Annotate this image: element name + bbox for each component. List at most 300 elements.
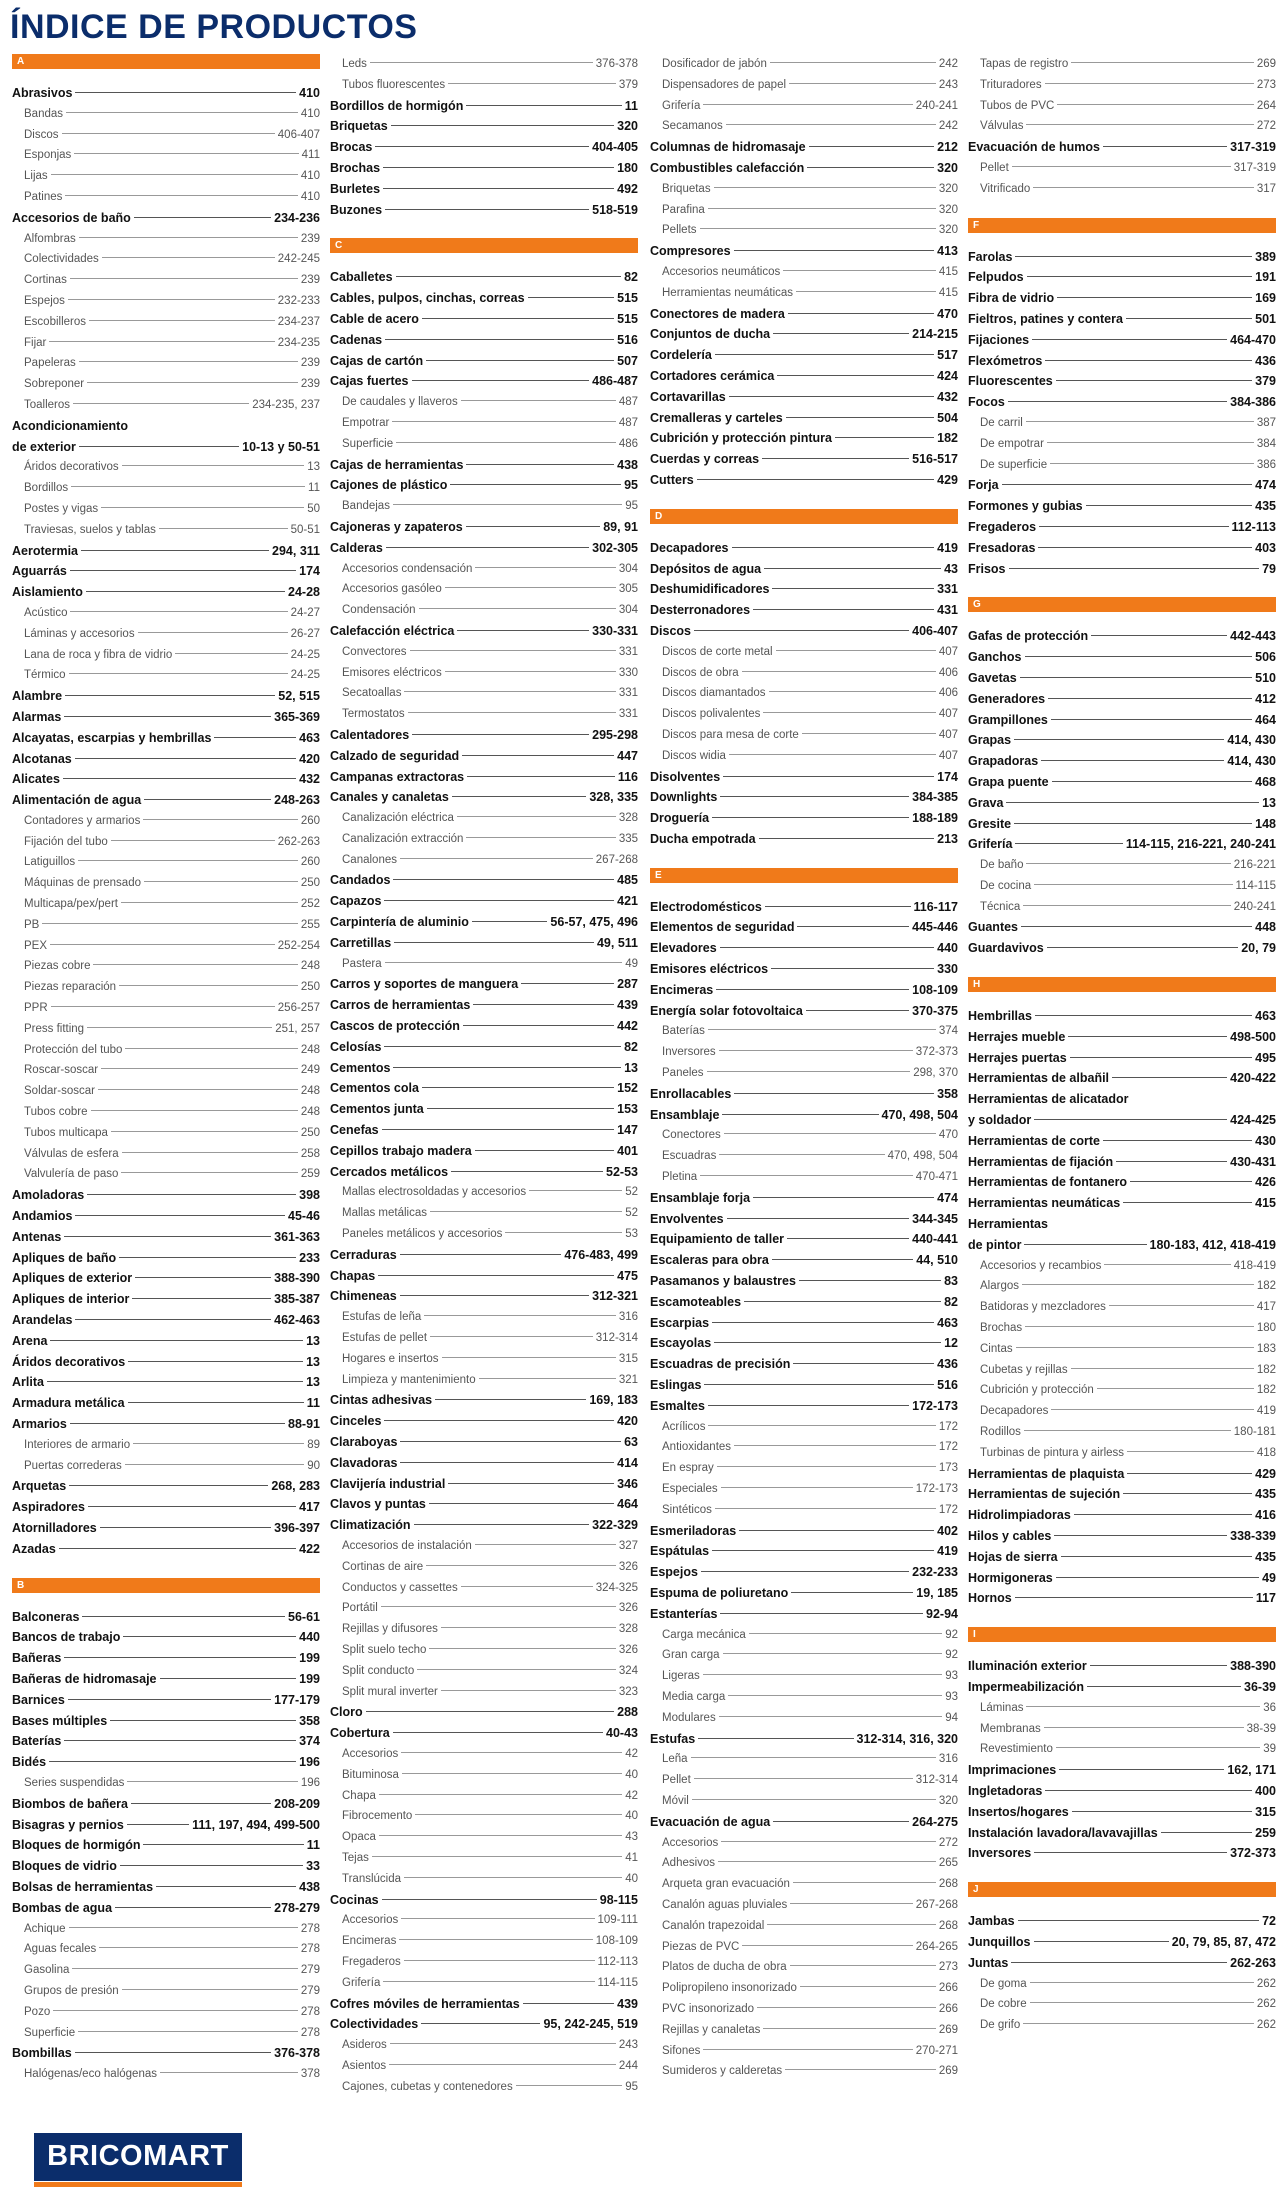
entry-label: Armarios <box>12 1417 67 1431</box>
leader-line <box>1126 318 1252 319</box>
index-entry <box>12 1185 320 1206</box>
index-entry <box>968 1760 1276 1781</box>
letter-header: F <box>968 218 1276 233</box>
leader-line <box>400 1462 614 1463</box>
entry-label: Calzado de seguridad <box>330 748 460 763</box>
leader-line <box>442 1357 616 1358</box>
page-reference: 326 <box>618 1560 638 1573</box>
letter-header: H <box>968 977 1276 992</box>
index-subentry <box>650 746 958 767</box>
page-reference: 374 <box>299 1734 320 1749</box>
entry-label: Generadores <box>968 691 1046 706</box>
entry-label: Térmico <box>24 669 66 682</box>
entry-label: Gran carga <box>662 1649 720 1662</box>
index-subentry <box>968 1974 1276 1995</box>
page-reference: 242 <box>938 120 958 133</box>
entry-label: Herramientas de corte <box>968 1133 1101 1148</box>
index-subentry <box>12 353 320 374</box>
leader-line <box>415 1814 622 1815</box>
page-reference: 379 <box>618 78 638 91</box>
entry-label: Farolas <box>968 249 1013 264</box>
leader-line <box>703 1674 942 1675</box>
entry-label: Herramientas de fijación <box>968 1154 1114 1169</box>
leader-line <box>86 591 285 592</box>
leader-line <box>392 421 616 422</box>
entry-label: Accesorios de instalación <box>342 1539 472 1552</box>
page-reference: 234-237 <box>277 315 320 328</box>
leader-line <box>1034 1941 1169 1942</box>
leader-line <box>119 1257 296 1258</box>
leader-line <box>1045 1790 1252 1791</box>
leader-line <box>742 1945 912 1946</box>
page-reference: 174 <box>299 564 320 579</box>
index-subentry <box>330 1661 638 1682</box>
entry-label: Grapadoras <box>968 754 1039 769</box>
page-reference: 321 <box>618 1373 638 1386</box>
index-subentry <box>330 1619 638 1640</box>
leader-line <box>1016 1347 1254 1348</box>
page-reference: 470 <box>937 306 958 321</box>
entry-label: Escuadras de precisión <box>650 1357 791 1372</box>
leader-line <box>1074 1514 1252 1515</box>
leader-line <box>1123 1493 1252 1494</box>
page-reference: 114-115 <box>1235 879 1276 892</box>
leader-line <box>49 1761 296 1762</box>
entry-label: Gafas de protección <box>968 629 1089 644</box>
page-reference: 464 <box>617 1497 638 1512</box>
index-entry <box>650 1105 958 1126</box>
index-entry <box>12 749 320 770</box>
page-reference: 438 <box>617 457 638 472</box>
page-reference: 82 <box>624 270 638 285</box>
index-subentry <box>968 1443 1276 1464</box>
entry-label: Cortinas de aire <box>342 1560 424 1573</box>
leader-line <box>404 1877 622 1878</box>
entry-label: Alicates <box>12 772 60 787</box>
page-reference: 95 <box>624 478 638 493</box>
leader-line <box>69 1485 268 1486</box>
page-reference: 424 <box>937 368 958 383</box>
entry-label: Láminas <box>980 1701 1024 1714</box>
page-reference: 431 <box>937 603 958 618</box>
entry-label: Cocinas <box>330 1892 379 1907</box>
page-reference: 214-215 <box>912 327 958 342</box>
leader-line <box>100 1527 271 1528</box>
index-entry <box>12 1248 320 1269</box>
leader-line <box>389 2064 616 2065</box>
entry-label: Brochas <box>980 1322 1023 1335</box>
index-entry <box>12 728 320 749</box>
index-subentry <box>330 2077 638 2098</box>
index-entry <box>12 1794 320 1815</box>
leader-line <box>708 1405 909 1406</box>
leader-line <box>787 1238 909 1239</box>
leader-line <box>1052 781 1253 782</box>
page-reference: 370-375 <box>912 1003 958 1018</box>
entry-label: Forja <box>968 478 999 493</box>
index-entry <box>968 1547 1276 1568</box>
index-entry <box>12 1206 320 1227</box>
leader-line <box>93 964 297 965</box>
index-subentry <box>650 96 958 117</box>
page-reference: 24-25 <box>290 669 320 682</box>
index-entry <box>968 1214 1276 1235</box>
entry-label: Cintas <box>980 1342 1013 1355</box>
index-entry <box>968 917 1276 938</box>
entry-label: Antioxidantes <box>662 1441 732 1454</box>
entry-label: Batidoras y mezcladores <box>980 1301 1106 1314</box>
entry-label: Tubos multicapa <box>24 1126 108 1139</box>
entry-label: Discos de corte metal <box>662 645 773 658</box>
entry-label: Rejillas y canaletas <box>662 2023 761 2036</box>
page-reference: 249 <box>300 1064 320 1077</box>
leader-line <box>703 2049 912 2050</box>
entry-label: Armadura metálica <box>12 1396 125 1411</box>
entry-label: Jambas <box>968 1914 1015 1929</box>
entry-label: Valvulería de paso <box>24 1168 119 1181</box>
index-entry <box>330 517 638 538</box>
page-reference: 470, 498, 504 <box>881 1107 958 1122</box>
leader-line <box>1059 1769 1224 1770</box>
page-reference: 407 <box>938 728 958 741</box>
index-entry <box>650 137 958 158</box>
index-subentry <box>330 1370 638 1391</box>
leader-line <box>1025 656 1253 657</box>
leader-line <box>156 1886 296 1887</box>
leader-line <box>430 1211 622 1212</box>
page-reference: 419 <box>937 1544 958 1559</box>
entry-label: Decapadores <box>650 540 729 555</box>
index-subentry <box>650 54 958 75</box>
leader-line <box>412 380 590 381</box>
entry-label: Toalleros <box>24 398 71 411</box>
index-subentry <box>330 642 638 663</box>
page-reference: 414 <box>617 1455 638 1470</box>
page-reference: 11 <box>306 1396 320 1411</box>
entry-label: Turbinas de pintura y airless <box>980 1446 1125 1459</box>
index-subentry <box>650 1437 958 1458</box>
index-entry <box>12 769 320 790</box>
leader-line <box>765 906 911 907</box>
index-section <box>968 597 1276 959</box>
leader-line <box>457 630 589 631</box>
index-subentry <box>650 1125 958 1146</box>
index-entry <box>650 1250 958 1271</box>
page-reference: 258 <box>300 1147 320 1160</box>
page-reference: 415 <box>938 286 958 299</box>
page-reference: 20, 79, 85, 87, 472 <box>1171 1934 1276 1949</box>
index-subentry <box>650 283 958 304</box>
entry-label: Protección del tubo <box>24 1043 123 1056</box>
page-reference: 330-331 <box>592 623 638 638</box>
leader-line <box>719 1154 884 1155</box>
page-reference: 406 <box>938 666 958 679</box>
page-reference: 506 <box>1255 650 1276 665</box>
page-reference: 234-236 <box>274 210 320 225</box>
entry-label: Clavos y puntas <box>330 1497 426 1512</box>
page-reference: 262 <box>1256 1998 1276 2011</box>
leader-line <box>64 1740 296 1741</box>
index-entry <box>330 96 638 117</box>
leader-line <box>523 2003 614 2004</box>
entry-label: Cenefas <box>330 1123 379 1138</box>
entry-label: Estufas <box>650 1731 696 1746</box>
leader-line <box>719 1050 913 1051</box>
entry-label: Cobertura <box>330 1726 390 1741</box>
leader-line <box>400 1295 589 1296</box>
entry-label: Discos <box>24 128 59 141</box>
entry-label: Briquetas <box>330 119 388 134</box>
entry-label: Calefacción eléctrica <box>330 623 455 638</box>
page-reference: 213 <box>937 831 958 846</box>
index-section <box>968 977 1276 1609</box>
index-entry <box>650 1812 958 1833</box>
page-reference: 11 <box>306 1838 320 1853</box>
page-reference: 89, 91 <box>603 519 638 534</box>
entry-label: Eslingas <box>650 1378 702 1393</box>
index-column-2 <box>330 54 638 2116</box>
index-subentry <box>650 1874 958 1895</box>
page-reference: 188-189 <box>912 811 958 826</box>
leader-line <box>790 1903 912 1904</box>
entry-label: y soldador <box>968 1113 1032 1128</box>
index-subentry <box>12 333 320 354</box>
entry-label: Cintas adhesivas <box>330 1393 433 1408</box>
entry-label: Herramientas de albañil <box>968 1071 1110 1086</box>
index-subentry <box>330 1744 638 1765</box>
leader-line <box>764 568 941 569</box>
leader-line <box>370 62 593 63</box>
leader-line <box>1161 1832 1252 1833</box>
leader-line <box>790 1965 936 1966</box>
entry-label: Rodillos <box>980 1426 1021 1439</box>
leader-line <box>382 1899 597 1900</box>
page-reference: 372-373 <box>1230 1846 1276 1861</box>
leader-line <box>791 1592 913 1593</box>
index-entry <box>12 1835 320 1856</box>
index-entry <box>12 1669 320 1690</box>
entry-label: Bordillos <box>24 482 69 495</box>
page-reference: 82 <box>624 1039 638 1054</box>
page-reference: 153 <box>617 1102 638 1117</box>
index-entry <box>330 1474 638 1495</box>
index-entry <box>12 1648 320 1669</box>
entry-label: Accesorios y recambios <box>980 1259 1102 1272</box>
page-reference: 420 <box>299 751 320 766</box>
index-entry <box>12 1607 320 1628</box>
page-reference: 49 <box>1262 1570 1276 1585</box>
index-subentry <box>12 291 320 312</box>
leader-line <box>786 417 934 418</box>
leader-line <box>396 276 622 277</box>
page-reference: 440-441 <box>912 1232 958 1247</box>
leader-line <box>714 1342 941 1343</box>
page-reference: 429 <box>937 472 958 487</box>
page-reference: 516-517 <box>912 452 958 467</box>
index-subentry <box>650 262 958 283</box>
leader-line <box>1103 1140 1252 1141</box>
leader-line <box>51 174 298 175</box>
entry-label: Juntas <box>968 1955 1009 1970</box>
index-section <box>650 509 958 850</box>
page-reference: 260 <box>300 814 320 827</box>
entry-label: Tapas de registro <box>980 58 1069 70</box>
leader-line <box>448 1483 614 1484</box>
page-reference: 262 <box>1256 1977 1276 1990</box>
page-reference: 440 <box>299 1630 320 1645</box>
entry-label: Droguería <box>650 811 710 826</box>
page-reference: 36-39 <box>1244 1679 1276 1694</box>
entry-label: Tubos fluorescentes <box>342 78 446 91</box>
leader-line <box>144 799 271 800</box>
page-reference: 40 <box>625 1810 638 1823</box>
leader-line <box>716 989 909 990</box>
entry-label: Canalización extracción <box>342 832 464 845</box>
leader-line <box>721 1841 936 1842</box>
index-subentry <box>12 478 320 499</box>
leader-line <box>50 1340 303 1341</box>
page-reference: 487 <box>618 396 638 409</box>
page-reference: 41 <box>625 1851 638 1864</box>
leader-line <box>391 125 614 126</box>
index-section <box>330 54 638 220</box>
page-reference: 436 <box>937 1357 958 1372</box>
index-subentry <box>12 1040 320 1061</box>
index-subentry <box>12 1456 320 1477</box>
entry-label: Cadenas <box>330 332 383 347</box>
index-entry <box>330 158 638 179</box>
leader-line <box>122 1152 298 1153</box>
page-reference: 463 <box>937 1315 958 1330</box>
page-reference: 19, 185 <box>916 1585 958 1600</box>
page-reference: 365-369 <box>274 709 320 724</box>
index-subentry <box>12 624 320 645</box>
index-entry <box>968 309 1276 330</box>
leader-line <box>143 819 297 820</box>
page-reference: 90 <box>307 1459 320 1472</box>
page-reference: 45-46 <box>288 1209 320 1224</box>
leader-line <box>115 1907 271 1908</box>
page-reference: 52-53 <box>606 1164 638 1179</box>
index-entry <box>968 1677 1276 1698</box>
leader-line <box>99 1947 298 1948</box>
entry-label: Cepillos trabajo madera <box>330 1143 472 1158</box>
entry-label: Split conducto <box>342 1664 415 1677</box>
leader-line <box>1086 505 1253 506</box>
index-subentry <box>12 956 320 977</box>
entry-label: Opaca <box>342 1831 376 1844</box>
leader-line <box>466 837 615 838</box>
entry-label: Elementos de seguridad <box>650 920 795 935</box>
index-subentry <box>650 2041 958 2062</box>
page-reference: 304 <box>618 562 638 575</box>
page-reference: 358 <box>299 1713 320 1728</box>
entry-label: Grifería <box>662 99 701 112</box>
index-subentry <box>650 1167 958 1188</box>
page-reference: 406-407 <box>277 128 320 141</box>
page-reference: 470-471 <box>915 1171 958 1184</box>
leader-line <box>720 1613 923 1614</box>
page-reference: 93 <box>945 1690 958 1703</box>
page-reference: 316 <box>938 1753 958 1766</box>
entry-label: Espátulas <box>650 1544 710 1559</box>
leader-line <box>73 403 249 404</box>
page-reference: 266 <box>938 2002 958 2015</box>
index-entry <box>650 1333 958 1354</box>
entry-label: Junquillos <box>968 1934 1031 1949</box>
page-reference: 95 <box>625 500 638 513</box>
entry-label: Interiores de armario <box>24 1438 131 1451</box>
page-reference: 40 <box>625 1768 638 1781</box>
leader-line <box>448 83 616 84</box>
page-reference: 239 <box>300 232 320 245</box>
leader-line <box>1050 463 1254 464</box>
entry-label: Trituradores <box>980 78 1042 91</box>
page-reference: 320 <box>938 182 958 195</box>
leader-line <box>723 1653 943 1654</box>
leader-line <box>1056 1577 1259 1578</box>
page-reference: 320 <box>938 203 958 216</box>
index-subentry <box>650 663 958 684</box>
entry-label: Guantes <box>968 920 1019 935</box>
leader-line <box>42 923 297 924</box>
leader-line <box>404 1960 595 1961</box>
leader-line <box>528 297 615 298</box>
entry-label: Aguas fecales <box>24 1943 97 1956</box>
index-subentry <box>968 1994 1276 2015</box>
entry-label: Estufas de pellet <box>342 1332 428 1345</box>
page-reference: 468 <box>1255 774 1276 789</box>
index-subentry <box>12 645 320 666</box>
entry-label: Fregaderos <box>968 519 1037 534</box>
index-entry <box>650 767 958 788</box>
entry-label: Ligeras <box>662 1670 700 1683</box>
leader-line <box>70 611 287 612</box>
index-subentry <box>330 1640 638 1661</box>
leader-line <box>473 1004 614 1005</box>
entry-label: Cinceles <box>330 1414 382 1429</box>
index-entry <box>650 1313 958 1334</box>
entry-label: Pellet <box>980 161 1009 174</box>
index-subentry <box>650 1791 958 1812</box>
leader-line <box>66 112 298 113</box>
index-entry <box>650 829 958 850</box>
page-reference: 501 <box>1255 311 1276 326</box>
entry-label: Patines <box>24 190 63 203</box>
entry-label: Piezas cobre <box>24 960 91 973</box>
entry-label: Hormigoneras <box>968 1570 1053 1585</box>
entry-label: Bloques de hormigón <box>12 1838 141 1853</box>
index-subentry <box>330 1952 638 1973</box>
index-entry <box>968 475 1276 496</box>
leader-line <box>715 354 934 355</box>
page-reference: 108-109 <box>595 1935 638 1948</box>
leader-line <box>1068 1036 1227 1037</box>
leader-line <box>87 1027 272 1028</box>
page-reference: 429 <box>1255 1466 1276 1481</box>
entry-label: Arena <box>12 1333 48 1348</box>
entry-label: Membranas <box>980 1722 1041 1735</box>
page-reference: 94 <box>945 1711 958 1724</box>
entry-label: Accesorios condensación <box>342 562 473 575</box>
leader-line <box>1061 1556 1253 1557</box>
leader-line <box>809 146 935 147</box>
entry-label: Vitrificado <box>980 182 1031 195</box>
entry-label: Achique <box>24 1922 66 1935</box>
leader-line <box>475 1150 614 1151</box>
entry-label: Mallas electrosoldadas y accesorios <box>342 1186 527 1199</box>
index-subentry <box>12 2064 320 2085</box>
